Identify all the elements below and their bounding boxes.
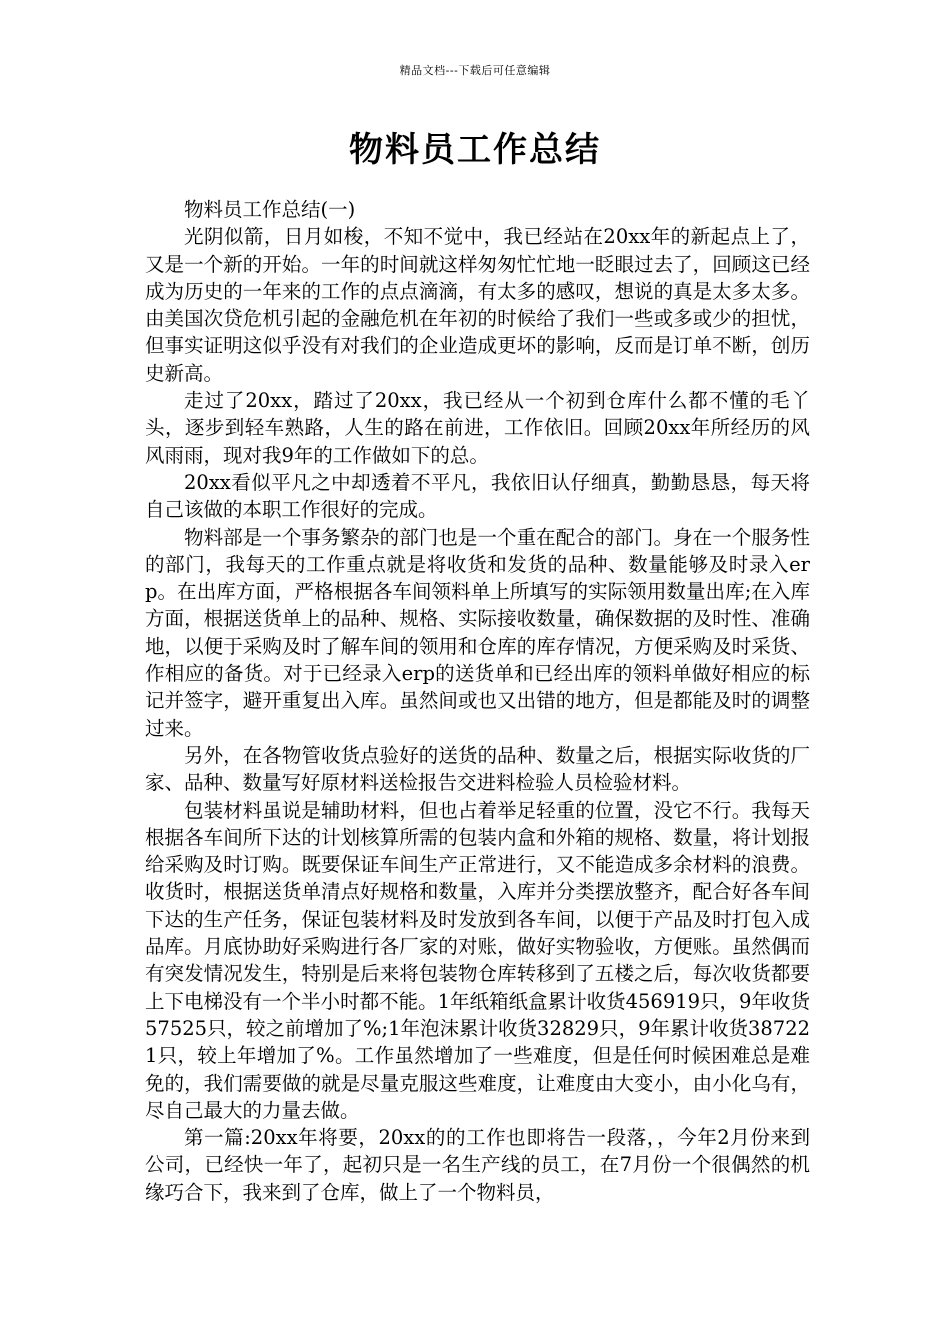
paragraph: 光阴似箭，日月如梭，不知不觉中，我已经站在20xx年的新起点上了，又是一个新的开始。一年的时间就这样匆匆忙忙地一眨眼过去了，回顾这已经成为历史的一年来的工作的点点滴滴，有太多的感叹，想说的真是太多太多。由美国次贷危机引起的金融危机在年初的时候给了我们一些或多或少的担忧，但事实证明这似乎没有对我们的企业造成更坏的影响，反而是订单不断，创历史新高。 [145,225,810,385]
document-body [145,196,810,1206]
section-heading: 物料员工作总结(一) [184,198,356,221]
header-note: 精品文档---下载后可任意编辑 [399,64,551,77]
paragraph: 走过了20xx，踏过了20xx，我已经从一个初到仓库什么都不懂的毛丫头，逐步到轻车熟路，人生的路在前进，工作依旧。回顾20xx年所经历的风风雨雨，现对我9年的工作做如下的总。 [145,389,810,467]
paragraph: 物料部是一个事务繁杂的部门也是一个重在配合的部门。身在一个服务性的部门，我每天的工作重点就是将收货和发货的品种、数量能够及时录入erp。在出库方面，严格根据各车间领料单上所填写的实际领用数量出库;在入库方面，根据送货单上的品种、规格、实际接收数量，确保数据的及时性、准确地，以便于采购及时了解车间的领用和仓库的库存情况，方便采购及时采货、作相应的备货。对于已经录入erp的送货单和已经出库的领料单做好相应的标记并签字，避开重复出入库。虽然间或也又出错的地方，但是都能及时的调整过来。 [145,525,810,740]
paragraph: 20xx看似平凡之中却透着不平凡，我依旧认仔细真，勤勤恳恳，每天将自己该做的本职工作很好的完成。 [145,470,810,522]
page-title: 物料员工作总结 [349,130,601,170]
paragraph: 第一篇:20xx年将要，20xx的的工作也即将告一段落，，今年2月份来到公司，已经快一年了，起初只是一名生产线的员工，在7月份一个很偶然的机缘巧合下，我来到了仓库，做上了一个物料员， [145,1126,810,1204]
paragraph: 另外，在各物管收货点验好的送货的品种、数量之后，根据实际收货的厂家、品种、数量写好原材料送检报告交进料检验人员检验材料。 [145,743,810,795]
paragraph: 包装材料虽说是辅助材料，但也占着举足轻重的位置，没它不行。我每天根据各车间所下达的计划核算所需的包装内盒和外箱的规格、数量，将计划报给采购及时订购。既要保证车间生产正常进行，又不能造成多余材料的浪费。收货时，根据送货单清点好规格和数量，入库并分类摆放整齐，配合好各车间下达的生产任务，保证包装材料及时发放到各车间，以便于产品及时打包入成品库。月底协助好采购进行各厂家的对账，做好实物验收，方便账。虽然偶而有突发情况发生，特别是后来将包装物仓库转移到了五楼之后，每次收货都要上下电梯没有一个半小时都不能。1年纸箱纸盒累计收货456919只，9年收货57525只，较之前增加了%;1年泡沫累计收货32829只，9年累计收货387221只，较上年增加了%。工作虽然增加了一些难度，但是任何时候困难总是难免的，我们需要做的就是尽量克服这些难度，让难度由大变小，由小化乌有，尽自己最大的力量去做。 [145,798,811,1122]
